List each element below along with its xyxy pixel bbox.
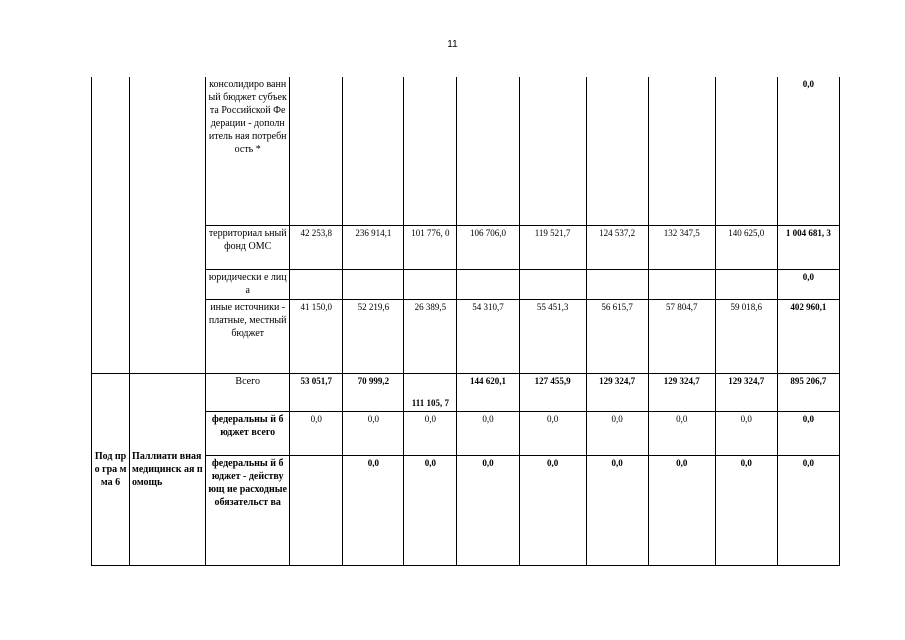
value-cell: 59 018,6 xyxy=(715,299,777,373)
value-cell xyxy=(519,77,586,225)
value-cell: 0,0 xyxy=(648,411,715,455)
value-cell: 53 051,7 xyxy=(290,373,343,411)
value-cell xyxy=(290,77,343,225)
value-cell xyxy=(343,269,404,299)
total-cell: 1 004 681, 3 xyxy=(777,225,839,269)
value-cell xyxy=(404,269,457,299)
value-cell: 0,0 xyxy=(519,411,586,455)
total-cell: 0,0 xyxy=(777,455,839,565)
total-cell: 895 206,7 xyxy=(777,373,839,411)
value-cell xyxy=(519,269,586,299)
value-cell xyxy=(457,77,519,225)
source-cell: юридически е лица xyxy=(206,269,290,299)
value-cell: 127 455,9 xyxy=(519,373,586,411)
value-cell: 0,0 xyxy=(715,455,777,565)
value-cell: 140 625,0 xyxy=(715,225,777,269)
value-cell xyxy=(586,269,648,299)
program-name-cell-empty xyxy=(130,77,206,373)
value-cell: 54 310,7 xyxy=(457,299,519,373)
value-cell xyxy=(290,269,343,299)
value-cell: 132 347,5 xyxy=(648,225,715,269)
value-cell: 42 253,8 xyxy=(290,225,343,269)
source-cell: иные источники - платные, местный бюджет xyxy=(206,299,290,373)
value-cell: 129 324,7 xyxy=(586,373,648,411)
value-cell: 129 324,7 xyxy=(648,373,715,411)
value-cell xyxy=(457,269,519,299)
source-cell: консолидиро ванный бюджет субъекта Российской Федерации - дополнитель ная потребность * xyxy=(206,77,290,225)
value-cell: 0,0 xyxy=(715,411,777,455)
total-cell: 0,0 xyxy=(777,77,839,225)
value-cell xyxy=(715,77,777,225)
value-cell: 129 324,7 xyxy=(715,373,777,411)
value-cell: 55 451,3 xyxy=(519,299,586,373)
value-cell: 0,0 xyxy=(404,411,457,455)
value-cell: 119 521,7 xyxy=(519,225,586,269)
value-cell: 0,0 xyxy=(457,455,519,565)
table-row xyxy=(92,373,840,411)
value-cell: 0,0 xyxy=(404,455,457,565)
value-cell: 106 706,0 xyxy=(457,225,519,269)
value-cell: 56 615,7 xyxy=(586,299,648,373)
source-cell: федеральны й бюджет всего xyxy=(206,411,290,455)
source-cell: федеральны й бюджет - действующ ие расходные обязательст ва xyxy=(206,455,290,565)
table-row xyxy=(92,77,840,225)
source-cell: Всего xyxy=(206,373,290,411)
value-cell: 0,0 xyxy=(586,411,648,455)
value-cell: 0,0 xyxy=(586,455,648,565)
value-cell xyxy=(648,77,715,225)
total-cell: 0,0 xyxy=(777,269,839,299)
value-cell: 0,0 xyxy=(648,455,715,565)
program-cell-empty xyxy=(92,77,130,373)
value-cell: 144 620,1 xyxy=(457,373,519,411)
value-cell: 111 105, 7 xyxy=(404,373,457,411)
value-cell: 101 776, 0 xyxy=(404,225,457,269)
value-cell xyxy=(648,269,715,299)
value-cell xyxy=(404,77,457,225)
value-cell: 0,0 xyxy=(519,455,586,565)
value-cell: 236 914,1 xyxy=(343,225,404,269)
value-cell xyxy=(290,455,343,565)
value-cell: 70 999,2 xyxy=(343,373,404,411)
value-cell: 0,0 xyxy=(457,411,519,455)
value-cell: 52 219,6 xyxy=(343,299,404,373)
value-cell: 124 537,2 xyxy=(586,225,648,269)
value-cell: 26 389,5 xyxy=(404,299,457,373)
value-cell xyxy=(343,77,404,225)
subprogram-name: Паллиати вная медицинск ая помощь xyxy=(130,373,206,565)
value-cell xyxy=(586,77,648,225)
value-cell: 0,0 xyxy=(290,411,343,455)
total-cell: 402 960,1 xyxy=(777,299,839,373)
value-cell: 0,0 xyxy=(343,455,404,565)
total-cell: 0,0 xyxy=(777,411,839,455)
source-cell: территориал ьный фонд ОМС xyxy=(206,225,290,269)
value-cell: 41 150,0 xyxy=(290,299,343,373)
page-number: 11 xyxy=(447,39,458,50)
subprogram-label: Под про гра мма 6 xyxy=(92,373,130,565)
value-cell xyxy=(715,269,777,299)
value-cell: 0,0 xyxy=(343,411,404,455)
budget-table xyxy=(91,77,840,566)
value-cell: 57 804,7 xyxy=(648,299,715,373)
